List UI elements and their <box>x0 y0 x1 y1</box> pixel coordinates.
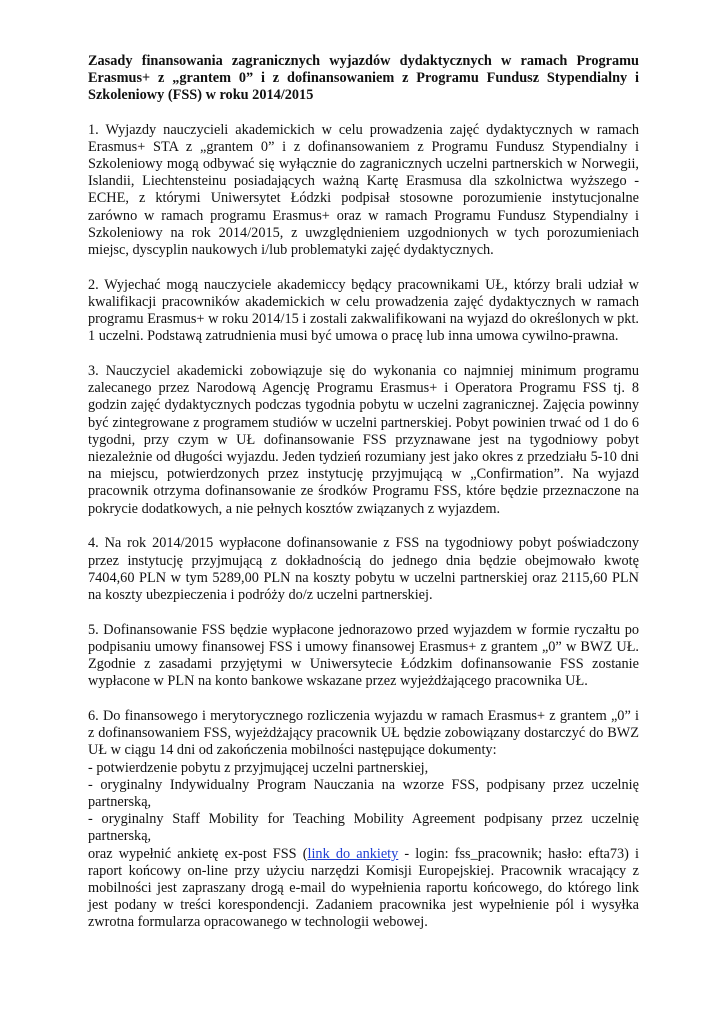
survey-text-before-link: oraz wypełnić ankietę ex-post FSS ( <box>88 845 308 862</box>
document-list-item-3: - oryginalny Staff Mobility for Teaching Mobility Agreement podpisany przez uczelnię partnerską, <box>88 811 639 845</box>
document-page <box>88 53 639 932</box>
paragraph-2: 2. Wyjechać mogą nauczyciele akademiccy będący pracownikami UŁ, którzy brali udział w kwalifikacji pracowników akademickich w celu prowadzenia zajęć dydaktycznych w ramach programu Erasmus+ w roku 2014/15 i zostali zakwalifikowani na wyjazd do określonych w pkt. 1 uczelni. Podstawą zatrudnienia musi być umowa o pracę lub inna umowa cywilno-prawna. <box>88 276 639 345</box>
paragraph-4: 4. Na rok 2014/2015 wypłacone dofinansowanie z FSS na tygodniowy pobyt poświadczony przez instytucję przyjmującą z dokładnością do jednego dnia będzie obejmowało kwotę 7404,60 PLN w tym 5289,00 PLN na koszty pobytu w uczelni partnerskiej oraz 2115,60 PLN na koszty ubezpieczenia i podróży do/z uczelni partnerskiej. <box>88 535 639 603</box>
survey-link[interactable]: link do ankiety <box>307 845 399 862</box>
paragraph-5: 5. Dofinansowanie FSS będzie wypłacone jednorazowo przed wyjazdem w formie ryczałtu po podpisaniu umowy finansowej FSS i umowy finansowej Erasmus+ z grantem „0” w BWZ UŁ. Zgodnie z zasadami przyjętymi w Uniwersytecie Łódzkim dofinansowanie FSS zostanie wypłacone w PLN na konto bankowe wskazane przez wyjeżdżającego pracownika UŁ. <box>88 621 639 690</box>
paragraph-3: 3. Nauczyciel akademicki zobowiązuje się do wykonania co najmniej minimum programu zalecanego przez Narodową Agencję Programu Erasmus+ i Operatora Programu FSS tj. 8 godzin zajęć dydaktycznych podczas tygodnia pobytu w uczelni zagranicznej. Zajęcia powinny być zintegrowane z programem studiów w uczelni partnerskiej. Pobyt powinien trwać od 1 do 6 tygodni, przy czym w UŁ dofinansowanie FSS przyznawane jest na tygodniowy pobyt niezależnie od długości wyjazdu. Jeden tydzień rozumiany jest jako okres z przedziału 5-10 dni na miejscu, potwierdzonych przez instytucję przyjmującą w „Confirmation”. Na wyjazd pracownik otrzyma dofinansowanie ze środków Programu FSS, które będzie przeznaczone na pokrycie dodatkowych, a nie pełnych kosztów związanych z wyjazdem. <box>88 363 639 517</box>
document-list-item-2: - oryginalny Indywidualny Program Nauczania na wzorze FSS, podpisany przez uczelnię partnerską, <box>88 776 639 811</box>
paragraph-6 <box>88 708 639 932</box>
survey-sentence <box>88 846 639 932</box>
paragraph-6-intro: 6. Do finansowego i merytorycznego rozliczenia wyjazdu w ramach Erasmus+ z grantem „0” i z dofinansowaniem FSS, wyjeżdżający pracownik UŁ będzie zobowiązany dostarczyć do BWZ UŁ w ciągu 14 dni od zakończenia mobilności następujące dokumenty: <box>88 708 639 759</box>
paragraph-1: 1. Wyjazdy nauczycieli akademickich w celu prowadzenia zajęć dydaktycznych w ramach Erasmus+ STA z „grantem 0” i z dofinansowaniem z Programu Fundusz Stypendialny i Szkoleniowy mogą odbywać się wyłącznie do zagranicznych uczelni partnerskich w Norwegii, Islandii, Liechtensteinu posiadających ważną Kartę Erasmusa dla szkolnictwa wyższego - ECHE, z którymi Uniwersytet Łódzki podpisał stosowne porozumienie instytucjonalne zarówno w ramach programu Erasmus+ oraz w ramach Programu Fundusz Stypendialny i Szkoleniowy na rok 2014/2015, z uwzględnieniem uzgodnionych w tych porozumieniach miejsc, dyscyplin naukowych i/lub problematyki zajęć dydaktycznych. <box>88 121 639 259</box>
survey-text-after-link: - login: fss_pracownik; hasło: efta73) i raport końcowy on-line przy użyciu narzędzi Komisji Europejskiej. Pracownik wracający z mobilności jest zapraszany drogą e-mail do wypełnienia raportu końcowego, do którego link jest podany w treści korespondencji. Zadaniem pracownika jest wypełnienie pól i wysyłka zwrotna formularza opracowanego w technologii webowej. <box>88 845 639 931</box>
document-list-item-1: - potwierdzenie pobytu z przyjmującej uczelni partnerskiej, <box>88 759 429 776</box>
document-title: Zasady finansowania zagranicznych wyjazdów dydaktycznych w ramach Programu Erasmus+ z „grantem 0” i z dofinansowaniem z Programu Fundusz Stypendialny i Szkoleniowy (FSS) w roku 2014/2015 <box>88 53 639 104</box>
